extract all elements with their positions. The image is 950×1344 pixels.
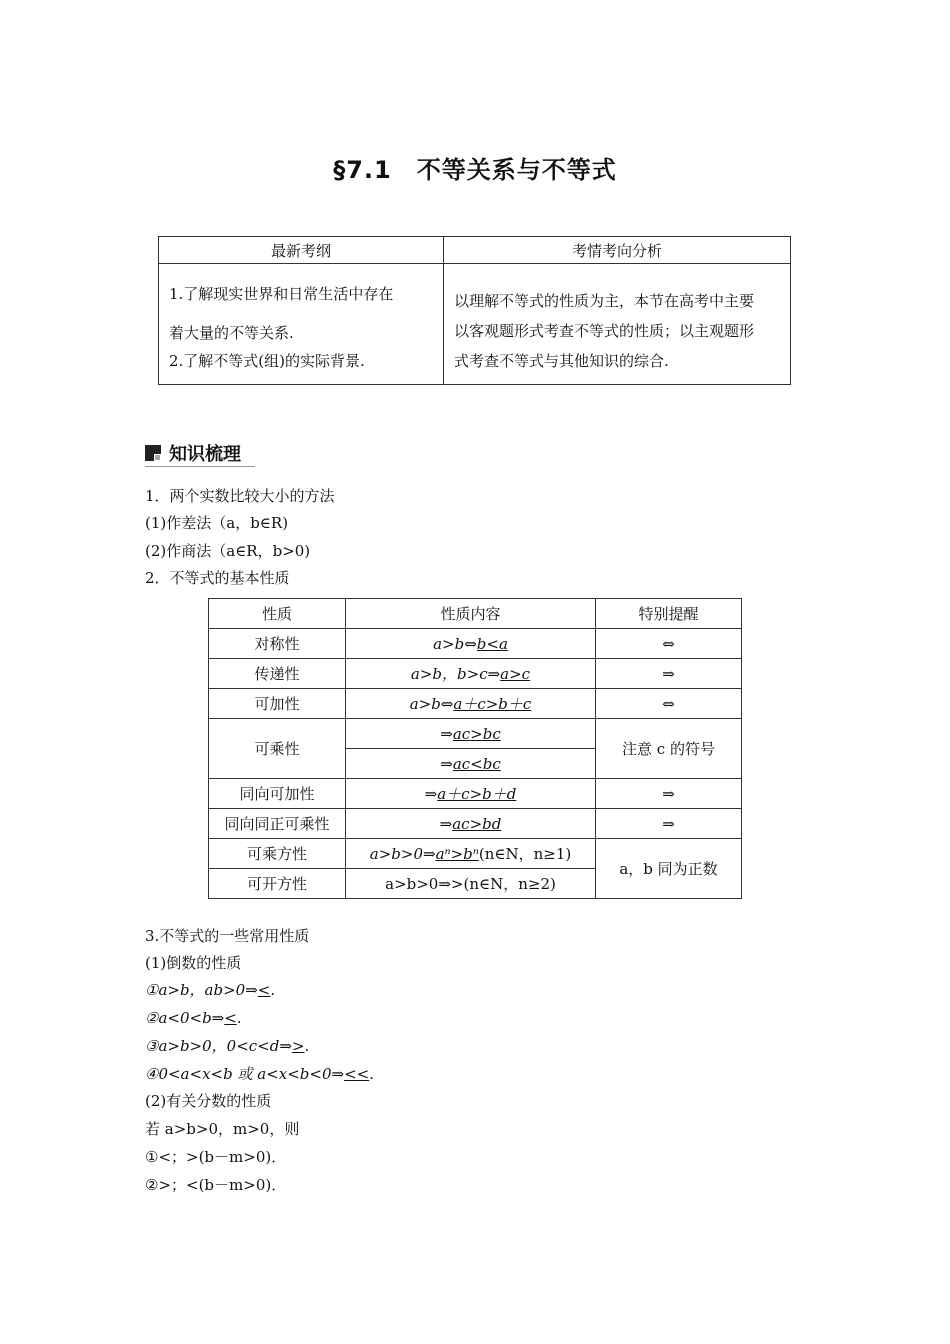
syllabus-line: 着大量的不等关系. (169, 323, 294, 342)
answer-blank: a>c (500, 665, 531, 683)
analysis-line: 以理解不等式的性质为主，本节在高考中主要 (454, 292, 755, 310)
property-name: 传递性 (209, 659, 346, 689)
section-title: 知识梳理 (169, 444, 241, 465)
s3-sub1: (1)倒数的性质 (145, 954, 242, 972)
property-content: ⇒ac<bc (346, 749, 596, 779)
property-content: ⇒a＋c>b＋d (346, 779, 596, 809)
s2-heading: 2．不等式的基本性质 (145, 569, 290, 587)
col-header: 性质内容 (346, 599, 596, 629)
page-title: §7.1 不等关系与不等式 (333, 156, 617, 184)
property-note: ⇒ (596, 779, 742, 809)
answer-blank: a＋c>b＋d (437, 785, 517, 803)
table-row (209, 809, 742, 839)
s1-heading: 1．两个实数比较大小的方法 (145, 487, 335, 505)
answer-blank: ac>bd (452, 814, 502, 833)
property-content: a>b>0⇒>(n∈N，n≥2) (346, 869, 596, 899)
table-row (209, 779, 742, 809)
syllabus-line: 2.了解不等式(组)的实际背景. (169, 352, 365, 370)
property-note: ⇒ (596, 809, 742, 839)
property-note: ⇔ (596, 689, 742, 719)
property-name: 可开方性 (209, 869, 346, 899)
analysis-line: 式考查不等式与其他知识的综合. (454, 352, 669, 370)
property-content: a>b⇔a＋c>b＋c (346, 689, 596, 719)
section-underline (145, 466, 255, 467)
property-name: 可加性 (209, 689, 346, 719)
col-header: 特别提醒 (596, 599, 742, 629)
syllabus-table (158, 236, 791, 385)
table-row (209, 629, 742, 659)
answer-blank: << (344, 1065, 370, 1083)
property-content: a>b>0⇒aⁿ>bⁿ(n∈N，n≥1) (346, 839, 596, 869)
answer-blank: ac<bc (452, 754, 501, 773)
answer-blank: < (224, 1009, 237, 1027)
property-content: a>b，b>c⇒a>c (346, 659, 596, 689)
property-note: 注意 c 的符号 (596, 719, 742, 779)
syllabus-header: 最新考纲 (159, 237, 444, 264)
fraction-rule-2: ②>；<(b－m>0)． (145, 1176, 287, 1194)
s1-method-2: (2)作商法（a∈R，b>0) (145, 542, 311, 560)
property-content: ⇒ac>bc (346, 719, 596, 749)
syllabus-line: 1.了解现实世界和日常生活中存在 (169, 285, 394, 303)
properties-table (208, 598, 742, 899)
property-content: a>b⇔b<a (346, 629, 596, 659)
section-square-icon (145, 445, 161, 461)
property-name: 可乘方性 (209, 839, 346, 869)
property-note: ⇔ (596, 629, 742, 659)
answer-blank: < (257, 981, 271, 999)
property-name: 同向可加性 (209, 779, 346, 809)
answer-blank: > (291, 1037, 305, 1055)
reciprocal-rule-2: ②a<0<b⇒<. (145, 1009, 242, 1027)
reciprocal-rule-4: ④0<a<x<b 或 a<x<b<0⇒<<. (145, 1065, 374, 1083)
property-content: ⇒ac>bd (346, 809, 596, 839)
analysis-header: 考情考向分析 (444, 237, 791, 264)
s3-heading: 3.不等式的一些常用性质 (145, 927, 310, 945)
reciprocal-rule-1: ①a>b，ab>0⇒<. (145, 981, 276, 999)
analysis-cell (444, 264, 791, 385)
reciprocal-rule-3: ③a>b>0，0<c<d⇒>. (145, 1037, 310, 1055)
table-row (209, 689, 742, 719)
s1-method-1: (1)作差法（a，b∈R) (145, 514, 289, 532)
answer-blank: ac>bc (452, 724, 501, 743)
answer-blank: a＋c>b＋c (453, 695, 532, 713)
property-note: a，b 同为正数 (596, 839, 742, 899)
property-note: ⇒ (596, 659, 742, 689)
property-name: 可乘性 (209, 719, 346, 779)
table-row (209, 719, 742, 749)
syllabus-cell (159, 264, 444, 385)
section-heading (145, 440, 241, 466)
table-row (209, 839, 742, 869)
fraction-rule-1: ①<；>(b－m>0)． (145, 1148, 287, 1166)
property-name: 同向同正可乘性 (209, 809, 346, 839)
answer-blank: aⁿ>bⁿ (435, 845, 479, 863)
fraction-condition: 若 a>b>0，m>0，则 (145, 1120, 300, 1138)
s3-sub2: (2)有关分数的性质 (145, 1092, 272, 1110)
answer-blank: b<a (476, 634, 508, 653)
property-name: 对称性 (209, 629, 346, 659)
col-header: 性质 (209, 599, 346, 629)
analysis-line: 以客观题形式考查不等式的性质；以主观题形 (454, 322, 755, 340)
table-row (209, 659, 742, 689)
